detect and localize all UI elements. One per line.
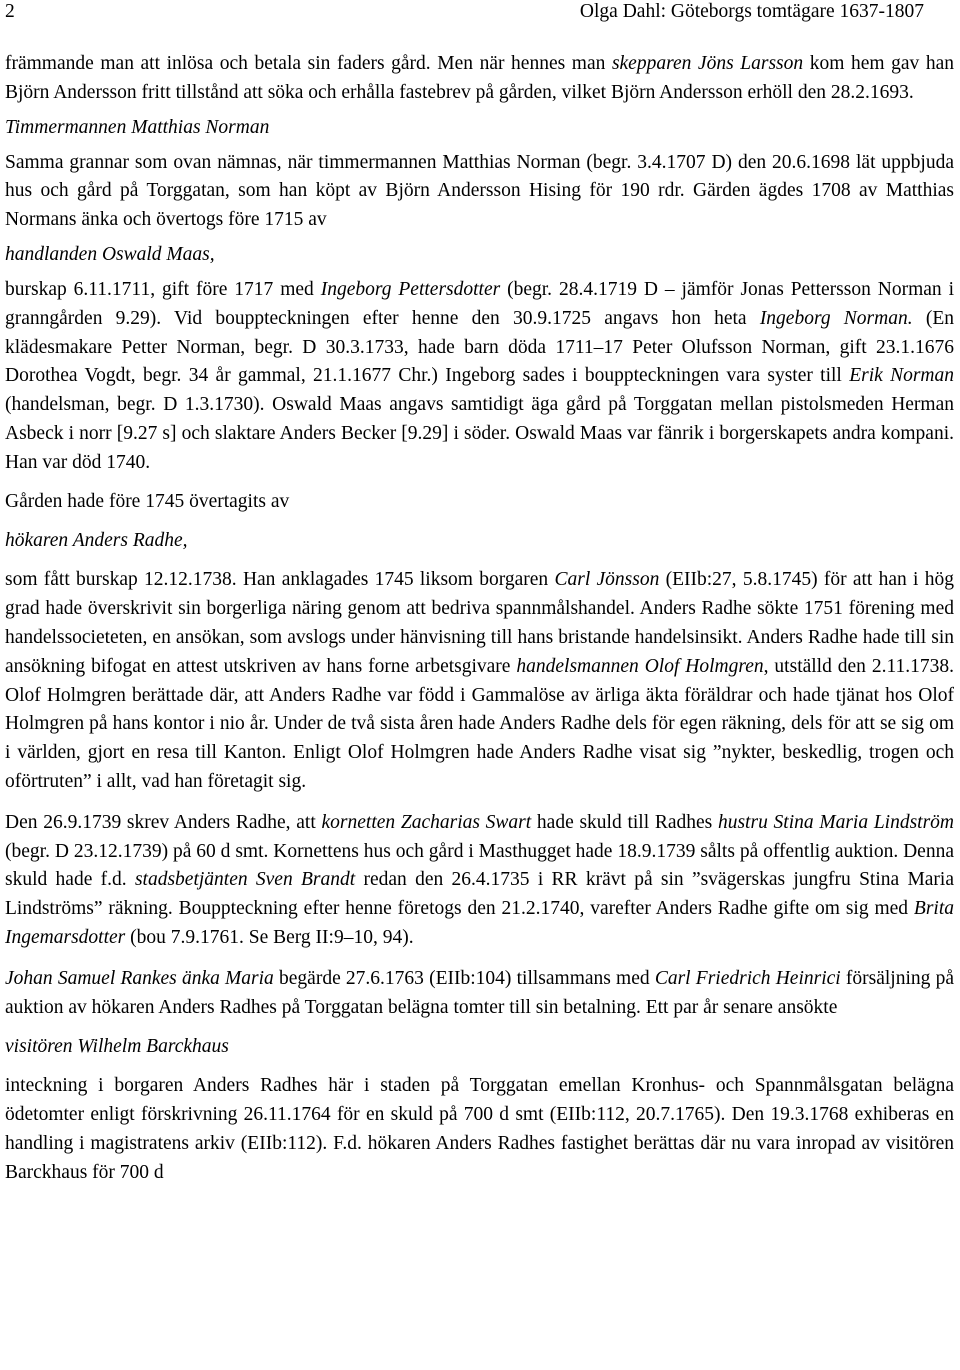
paragraph-6: Den 26.9.1739 skrev Anders Radhe, att kornetten Zacharias Swart hade skuld till Radhes hustru Stina Maria Lindström (begr. D 23.12.1739) på 60 d smt. Kornettens hus och gård i Masthugget hade 18.9.1739 sålts på offentlig auktion. Denna skuld hade f.d. stadsbetjänten Sven Brandt redan den 26.4.1735 i RR krävt på sin ”svägerskas jungfru Stina Maria Lindströms” räkning. Bouppteckning efter henne företogs den 21.2.1740, varefter Anders Radhe gifte om sig med Brita Ingemarsdotter (bou 7.9.1761. Se Berg II:9–10, 94). <box>5 811 955 948</box>
section-heading-oswald-maas: handlanden Oswald Maas, <box>5 243 215 265</box>
paragraph-7: Johan Samuel Rankes änka Maria begärde 27.6.1763 (EIIb:104) tillsammans med Carl Friedrich Heinrici försäljning på auktion av hökaren Anders Radhes på Torggatan belägna tomter till sin betalning. Ett par år senare ansökte <box>5 967 954 1018</box>
running-title: Olga Dahl: Göteborgs tomtägare 1637-1807 <box>579 1 924 22</box>
paragraph-5: som fått burskap 12.12.1738. Han anklagades 1745 liksom borgaren Carl Jönsson (EIIb:27, 5.8.1745) för att han i hög grad hade överskrivit sin borgerliga näring genom att bedriva spannmålshandel. Anders Radhe sökte 1751 förening med handelssocieteten, en ansökan, som avslogs under hänvisning till hans bristande handelsinsikt. Anders Radhe hade till sin ansökning bifogat en attest utskriven av hans forne arbetsgivare handelsmannen Olof Holmgren, utställd den 2.11.1738. Olof Holmgren berättade där, att Anders Radhe var född i Gammalöse av ärliga äkta föräldrar och hade tjänat hos Olof Holmgren på hans kontor i nio år. Under de två sista åren hade Anders Radhe dels för egen räkning, dels för att se sig om i världen, gjort en resa till Kanton. Enligt Olof Holmgren hade Anders Radhe visat sig ”nykter, beskedlig, trogen och oförtruten” i allt, vad han företagit sig. <box>5 569 954 792</box>
paragraph-3: burskap 6.11.1711, gift före 1717 med Ingeborg Pettersdotter (begr. 28.4.1719 D – jämför Jonas Pettersson Norman i granngården 9.29). Vid bouppteckningen efter henne den 30.9.1725 angavs hon heta Ingeborg Norman. (En klädesmakare Petter Norman, begr. D 30.3.1733, hade barn döda 1711–17 Peter Olufsson Norman, gift 23.1.1676 Dorothea Vogdt, begr. 34 år gammal, 21.1.1677 Chr.) Ingeborg sades i bouppteckningen vara syster till Erik Norman (handelsman, begr. D 1.3.1730). Oswald Maas angavs samtidigt äga gård på Torggatan mellan pistolsmeden Herman Asbeck i norr [9.27 s] och slaktare Anders Becker [9.29] i söder. Oswald Maas var fänrik i borgerskapets andra kompani. Han var död 1740. <box>5 278 955 473</box>
section-heading-matthias-norman: Timmermannen Matthias Norman <box>5 116 270 138</box>
section-heading-wilhelm-barckhaus: visitören Wilhelm Barckhaus <box>5 1036 229 1058</box>
page-header <box>5 0 954 26</box>
paragraph-2: Samma grannar som ovan nämnas, när timmermannen Matthias Norman (begr. 3.4.1707 D) den 20.6.1698 lät uppbjuda hus och gård på Torggatan, som han köpt av Björn Andersson Hising för 190 rdr. Gärden ägdes 1708 av Matthias Normans änka och övertogs före 1715 av <box>5 151 954 231</box>
paragraph-4: Gården hade före 1745 övertagits av <box>5 490 290 512</box>
paragraph-8: inteckning i borgaren Anders Radhes här i staden på Torggatan emellan Kronhus- och Spannmålsgatan belägna ödetomter enligt förskrivning 26.11.1764 för en skuld på 700 d smt (EIIb:112, 20.7.1765). Den 19.3.1768 exhiberas en handling i magistratens arkiv (EIIb:112). F.d. hökaren Anders Radhes fastighet berättas där nu vara inropad av visitören Barckhaus för 700 d <box>5 1075 954 1183</box>
page-number: 2 <box>5 1 15 22</box>
body-text <box>5 50 954 1188</box>
paragraph-1: främmande man att inlösa och betala sin faders gård. Men när hennes man skepparen Jöns Larsson kom hem gav han Björn Andersson fritt tillstånd att söka och erhålla fastebrev på gården, vilket Björn Andersson erhöll den 28.2.1693. <box>5 53 954 103</box>
section-heading-anders-radhe: hökaren Anders Radhe, <box>5 530 188 552</box>
